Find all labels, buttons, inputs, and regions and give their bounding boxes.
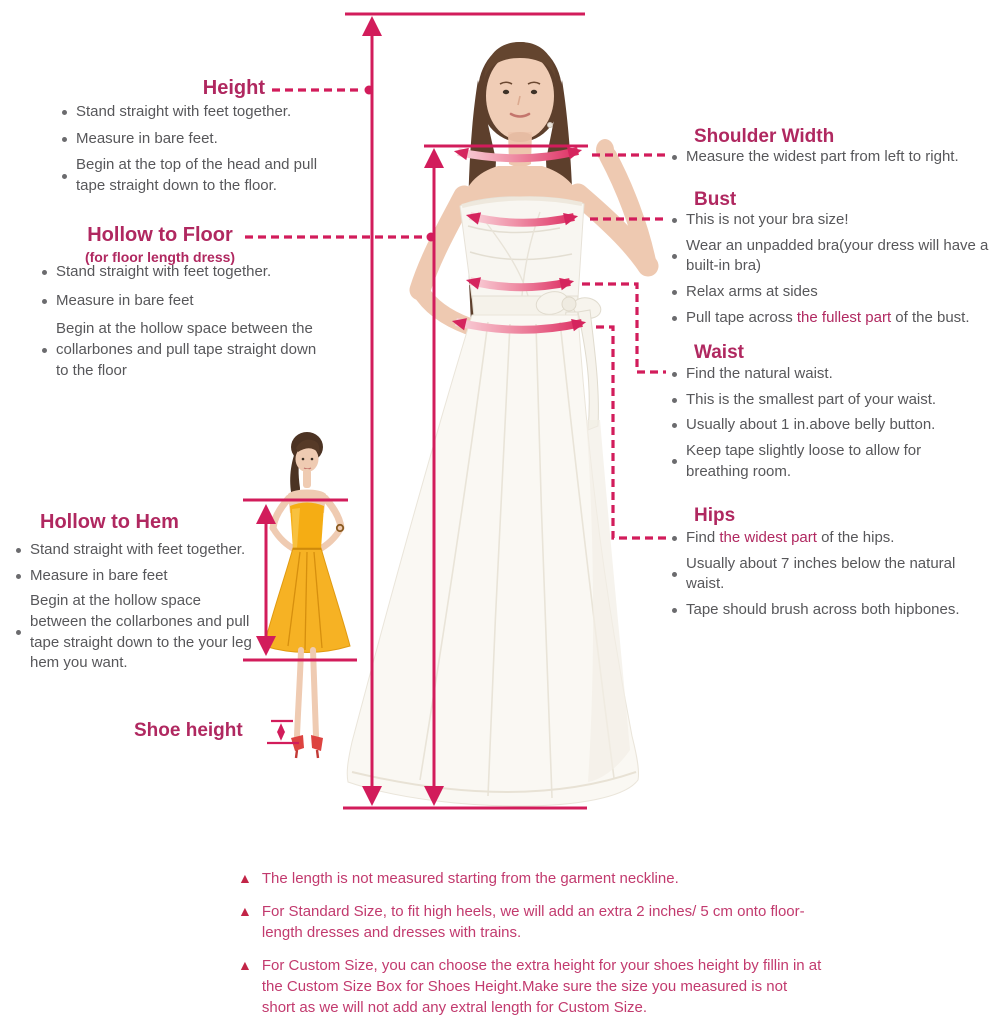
note-item — [238, 955, 823, 1018]
list-item — [672, 528, 990, 549]
hips-bullets — [672, 528, 990, 621]
height-bullets — [62, 102, 330, 197]
list-item — [672, 308, 990, 329]
list-item — [672, 415, 982, 436]
bullet-dot-icon — [16, 548, 21, 553]
list-item — [42, 262, 324, 283]
shoe-height-label-wrap — [134, 721, 243, 742]
bullet-text: Measure in bare feet — [56, 291, 194, 309]
bullet-text: Measure in bare feet — [30, 566, 168, 584]
bullet-dot-icon — [16, 574, 21, 579]
list-item — [672, 554, 990, 595]
bullet-text-highlight: the widest part — [719, 529, 817, 546]
bullet-text: Stand straight with feet together. — [76, 103, 292, 120]
bullet-dot-icon — [672, 316, 677, 321]
waist-bullets — [672, 364, 982, 482]
height-section-title-wrap — [100, 77, 265, 99]
bullet-dot-icon — [42, 348, 47, 353]
bullet-dot-icon — [42, 299, 47, 304]
bullet-text: Find the natural waist. — [686, 365, 833, 382]
bullet-text-post: of the hips. — [816, 529, 895, 546]
warning-triangle-icon: ▲ — [238, 870, 252, 886]
bullet-dot-icon — [42, 270, 47, 275]
list-item — [672, 364, 982, 385]
warning-triangle-icon: ▲ — [238, 903, 252, 919]
bullet-dot-icon — [672, 423, 677, 428]
hips-section-title-wrap — [694, 506, 735, 527]
hollow-to-hem-section-title-wrap — [40, 511, 179, 533]
bullet-dot-icon — [672, 155, 677, 160]
bullet-dot-icon — [672, 572, 677, 577]
hollow-to-floor-bullets — [42, 262, 324, 381]
bullet-text: Tape should brush across both hipbones. — [686, 601, 960, 619]
bullet-text: Begin at the top of the head and pull tape straight down to the floor. — [76, 156, 318, 195]
bullet-dot-icon — [672, 398, 677, 403]
bullet-text: Wear an unpadded bra(your dress will have a built-in bra) — [686, 236, 989, 275]
note-item — [238, 868, 823, 889]
bullet-dot-icon — [672, 608, 677, 613]
bullet-dot-icon — [672, 290, 677, 295]
list-item — [62, 155, 330, 196]
shoulder-width-title: Shoulder Width — [694, 126, 835, 147]
bullet-text: Relax arms at sides — [686, 283, 818, 301]
bullet-dot-icon — [672, 254, 677, 259]
bullet-dot-icon — [672, 218, 677, 223]
note-text: The length is not measured starting from the garment neckline. — [261, 870, 679, 887]
shoulder-width-section-title-wrap — [694, 127, 834, 148]
bullet-text-post: of the bust. — [891, 308, 970, 326]
bullet-dot-icon — [16, 630, 21, 635]
height-leader-dash — [272, 86, 374, 95]
list-item — [672, 236, 990, 277]
list-item — [672, 147, 990, 168]
waist-section-title-wrap — [694, 343, 744, 364]
bullet-dot-icon — [62, 137, 67, 142]
list-item — [42, 319, 324, 381]
note-text: For Custom Size, you can choose the extra height for your shoes height by fillin in at the Custom Size Box for Shoes Height.Make sure the size you measured is not short as we will not add any extral length for Custom Size. — [261, 957, 822, 1016]
list-item — [62, 129, 330, 150]
bullet-text — [686, 528, 894, 549]
note-text: For Standard Size, to fit high heels, we will add an extra 2 inches/ 5 cm onto floor-length dresses and dresses with trains. — [261, 903, 805, 941]
bullet-text: Keep tape slightly loose to allow for breathing room. — [686, 442, 922, 480]
hollow-to-floor-subtitle: (for floor length dress) — [84, 249, 236, 265]
list-item — [672, 600, 990, 621]
bullet-text: Usually about 7 inches below the natural waist. — [686, 554, 956, 593]
warning-triangle-icon: ▲ — [238, 957, 252, 973]
hollow-to-floor-leader-dash — [245, 233, 436, 242]
list-item — [672, 390, 982, 411]
note-item — [238, 901, 823, 943]
bust-bullets — [672, 210, 990, 328]
hollow-to-floor-section-title-wrap — [60, 224, 260, 265]
shoulder-width-bullets — [672, 147, 990, 168]
bullet-text: This is not your bra size! — [686, 211, 849, 228]
bullet-text: Begin at the hollow space between the collarbones and pull tape straight down to the your leg hem you want. — [30, 592, 252, 672]
hollow-to-hem-bullets — [16, 540, 256, 674]
bullet-text: Usually about 1 in.above belly button. — [686, 416, 936, 434]
bullet-dot-icon — [672, 372, 677, 377]
list-item — [16, 566, 256, 587]
bullet-text-pre: Find — [686, 529, 720, 546]
notes-list — [238, 868, 823, 1018]
list-item — [16, 591, 256, 674]
bullet-dot-icon — [62, 174, 67, 179]
hips-title: Hips — [694, 505, 736, 526]
bullet-text: Stand straight with feet together. — [30, 541, 246, 558]
model-photo-small — [264, 432, 350, 758]
bullet-text: Begin at the hollow space between the collarbones and pull tape straight down to the floor — [56, 320, 317, 379]
bullet-text-pre: Pull tape across — [686, 308, 797, 326]
list-item — [16, 540, 256, 561]
bullet-text: This is the smallest part of your waist. — [686, 390, 937, 408]
bust-title: Bust — [694, 189, 737, 210]
bust-section-title-wrap — [694, 190, 736, 211]
bullet-text — [686, 308, 970, 329]
bullet-dot-icon — [672, 536, 677, 541]
waist-title: Waist — [694, 342, 744, 363]
list-item — [672, 210, 990, 231]
list-item — [672, 441, 982, 482]
shoe-height-label: Shoe height — [134, 720, 243, 741]
height-title: Height — [202, 77, 265, 99]
bullet-text: Stand straight with feet together. — [56, 263, 272, 280]
hollow-to-hem-title: Hollow to Hem — [40, 511, 179, 533]
list-item — [42, 291, 324, 312]
list-item — [62, 102, 330, 123]
bullet-dot-icon — [62, 110, 67, 115]
bullet-text: Measure the widest part from left to right. — [686, 148, 959, 165]
bullet-text: Measure in bare feet. — [76, 129, 218, 147]
bullet-dot-icon — [672, 459, 677, 464]
bullet-text-highlight: the fullest part — [796, 308, 892, 326]
list-item — [672, 282, 990, 303]
hollow-to-floor-title: Hollow to Floor — [87, 224, 233, 246]
